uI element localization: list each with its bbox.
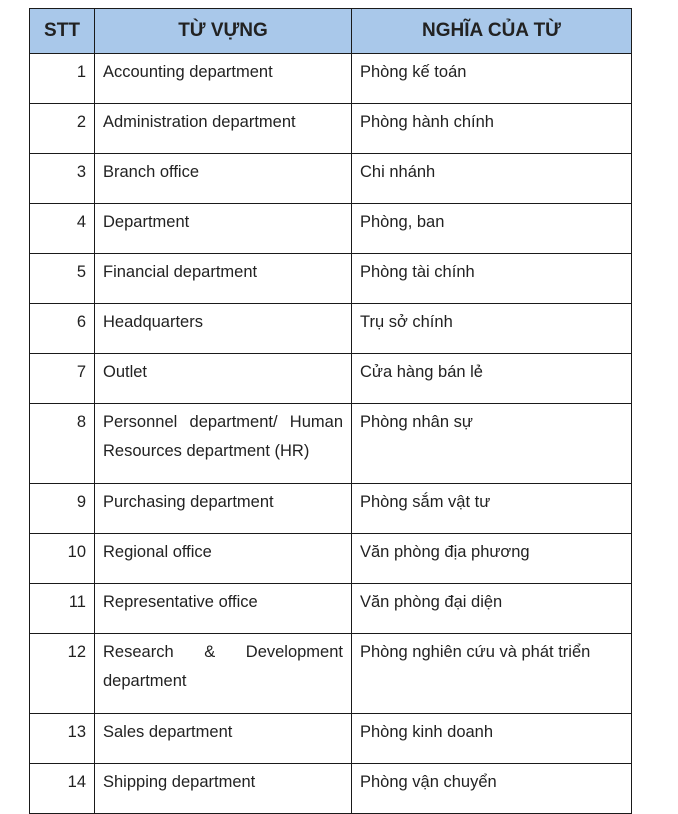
header-term: TỪ VỰNG [95, 9, 352, 54]
vocabulary-table [29, 8, 632, 814]
table-row [30, 354, 632, 404]
row-meaning: Chi nhánh [352, 154, 632, 204]
table-row [30, 304, 632, 354]
row-meaning: Phòng nghiên cứu và phát triển [352, 634, 632, 714]
table-row [30, 204, 632, 254]
header-row [30, 9, 632, 54]
row-number: 4 [30, 204, 95, 254]
table-header [30, 9, 632, 54]
row-term: Administration department [95, 104, 352, 154]
row-number: 1 [30, 54, 95, 104]
table-row [30, 54, 632, 104]
row-meaning: Văn phòng đại diện [352, 584, 632, 634]
row-number: 5 [30, 254, 95, 304]
row-term: Headquarters [95, 304, 352, 354]
row-meaning: Văn phòng địa phương [352, 534, 632, 584]
row-term: Accounting department [95, 54, 352, 104]
table-row [30, 254, 632, 304]
table-row [30, 154, 632, 204]
table-row [30, 104, 632, 154]
row-number: 11 [30, 584, 95, 634]
row-number: 8 [30, 404, 95, 484]
row-meaning: Phòng vận chuyển [352, 764, 632, 814]
table-row [30, 534, 632, 584]
row-meaning: Trụ sở chính [352, 304, 632, 354]
row-term: Financial department [95, 254, 352, 304]
table-row [30, 714, 632, 764]
row-term: Outlet [95, 354, 352, 404]
row-number: 13 [30, 714, 95, 764]
row-term: Representative office [95, 584, 352, 634]
row-number: 7 [30, 354, 95, 404]
header-stt: STT [30, 9, 95, 54]
table-row [30, 584, 632, 634]
row-number: 14 [30, 764, 95, 814]
row-term: Regional office [95, 534, 352, 584]
row-term: Shipping department [95, 764, 352, 814]
row-meaning: Phòng kế toán [352, 54, 632, 104]
table-body [30, 54, 632, 814]
table-row [30, 764, 632, 814]
table-row [30, 404, 632, 484]
table-row [30, 484, 632, 534]
row-number: 12 [30, 634, 95, 714]
row-term: Department [95, 204, 352, 254]
row-meaning: Cửa hàng bán lẻ [352, 354, 632, 404]
header-meaning: NGHĨA CỦA TỪ [352, 9, 632, 54]
row-term: Research & Development department [95, 634, 352, 714]
row-number: 3 [30, 154, 95, 204]
row-number: 6 [30, 304, 95, 354]
row-term: Personnel department/ Human Resources department (HR) [95, 404, 352, 484]
row-term: Branch office [95, 154, 352, 204]
row-number: 10 [30, 534, 95, 584]
row-meaning: Phòng kinh doanh [352, 714, 632, 764]
row-term: Purchasing department [95, 484, 352, 534]
row-number: 2 [30, 104, 95, 154]
row-meaning: Phòng hành chính [352, 104, 632, 154]
row-term: Sales department [95, 714, 352, 764]
row-meaning: Phòng nhân sự [352, 404, 632, 484]
row-meaning: Phòng sắm vật tư [352, 484, 632, 534]
row-meaning: Phòng, ban [352, 204, 632, 254]
row-number: 9 [30, 484, 95, 534]
table-row [30, 634, 632, 714]
row-meaning: Phòng tài chính [352, 254, 632, 304]
